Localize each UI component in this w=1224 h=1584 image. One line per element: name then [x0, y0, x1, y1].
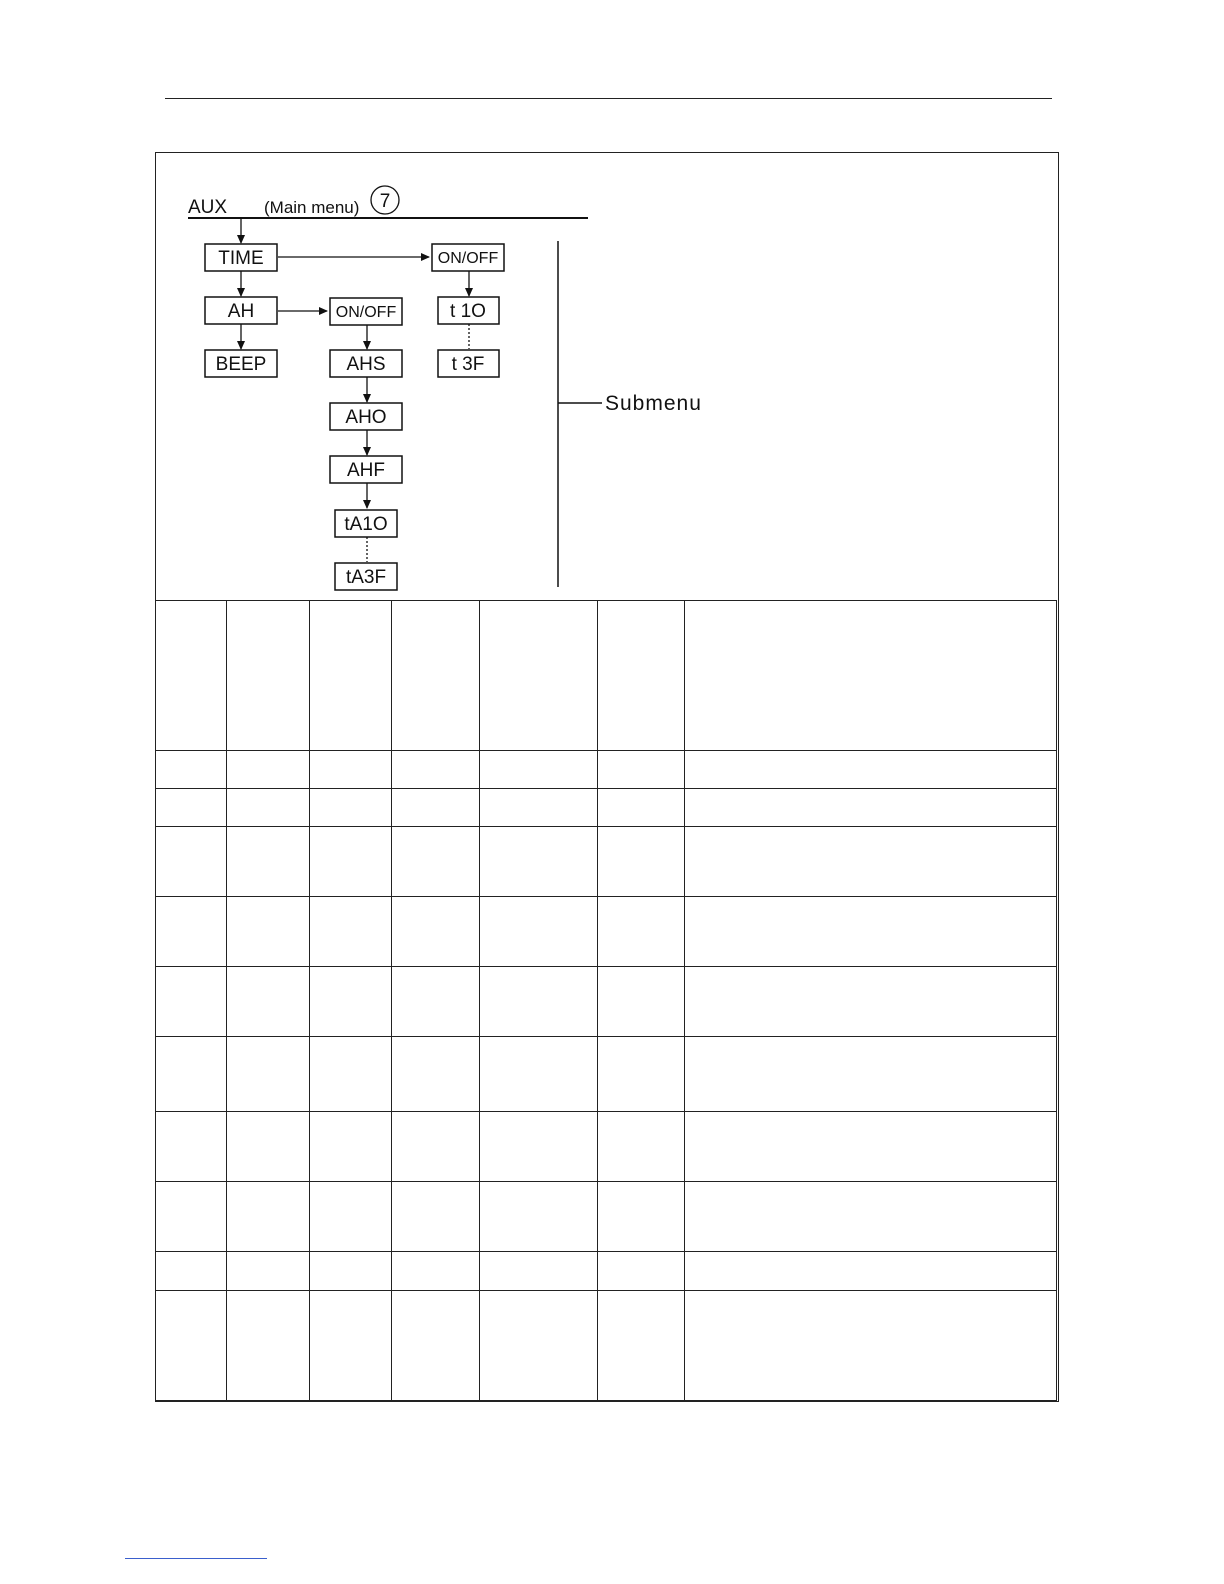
table-row [156, 1037, 1057, 1112]
table-row [156, 897, 1057, 967]
table-row [156, 827, 1057, 897]
table-row [156, 1252, 1057, 1291]
node-t1o [438, 297, 499, 324]
aux-menu-diagram [156, 153, 1060, 601]
node-ahs-label: AHS [346, 354, 386, 375]
node-beep [205, 350, 277, 377]
node-aho [330, 403, 402, 430]
footer-link-rule[interactable] [125, 1558, 267, 1559]
node-ta3f [335, 563, 397, 590]
menu-frame [155, 152, 1059, 1402]
parameter-table [155, 600, 1057, 1401]
table-row [156, 967, 1057, 1037]
node-ah-label: AH [227, 301, 255, 322]
node-time-label: TIME [218, 248, 264, 269]
node-t3f [438, 350, 499, 377]
node-ta1o-label: tA1O [344, 514, 388, 535]
table-row [156, 1112, 1057, 1182]
header-rule [165, 98, 1052, 99]
aux-title: AUX [188, 197, 228, 218]
table-row [156, 751, 1057, 789]
node-aho-label: AHO [345, 407, 387, 428]
table-row [156, 601, 1057, 751]
main-menu-label: (Main menu) [264, 198, 360, 217]
menu-number: 7 [379, 191, 391, 212]
node-ah [205, 297, 277, 324]
node-ta1o [335, 510, 397, 537]
table-row [156, 1182, 1057, 1252]
node-ah-onoff-label: ON/OFF [335, 304, 397, 321]
node-ah-onoff [330, 298, 402, 325]
node-ahf [330, 456, 402, 483]
node-ahf-label: AHF [347, 460, 385, 481]
node-beep-label: BEEP [215, 354, 267, 375]
node-t3f-label: t 3F [451, 354, 485, 375]
node-time [205, 244, 277, 271]
table-row [156, 789, 1057, 827]
table-row [156, 1291, 1057, 1401]
node-time-onoff-label: ON/OFF [437, 250, 499, 267]
node-ahs [330, 350, 402, 377]
submenu-label: Submenu [605, 392, 702, 415]
node-t1o-label: t 1O [450, 301, 486, 322]
node-ta3f-label: tA3F [345, 567, 387, 588]
node-time-onoff [432, 244, 504, 271]
